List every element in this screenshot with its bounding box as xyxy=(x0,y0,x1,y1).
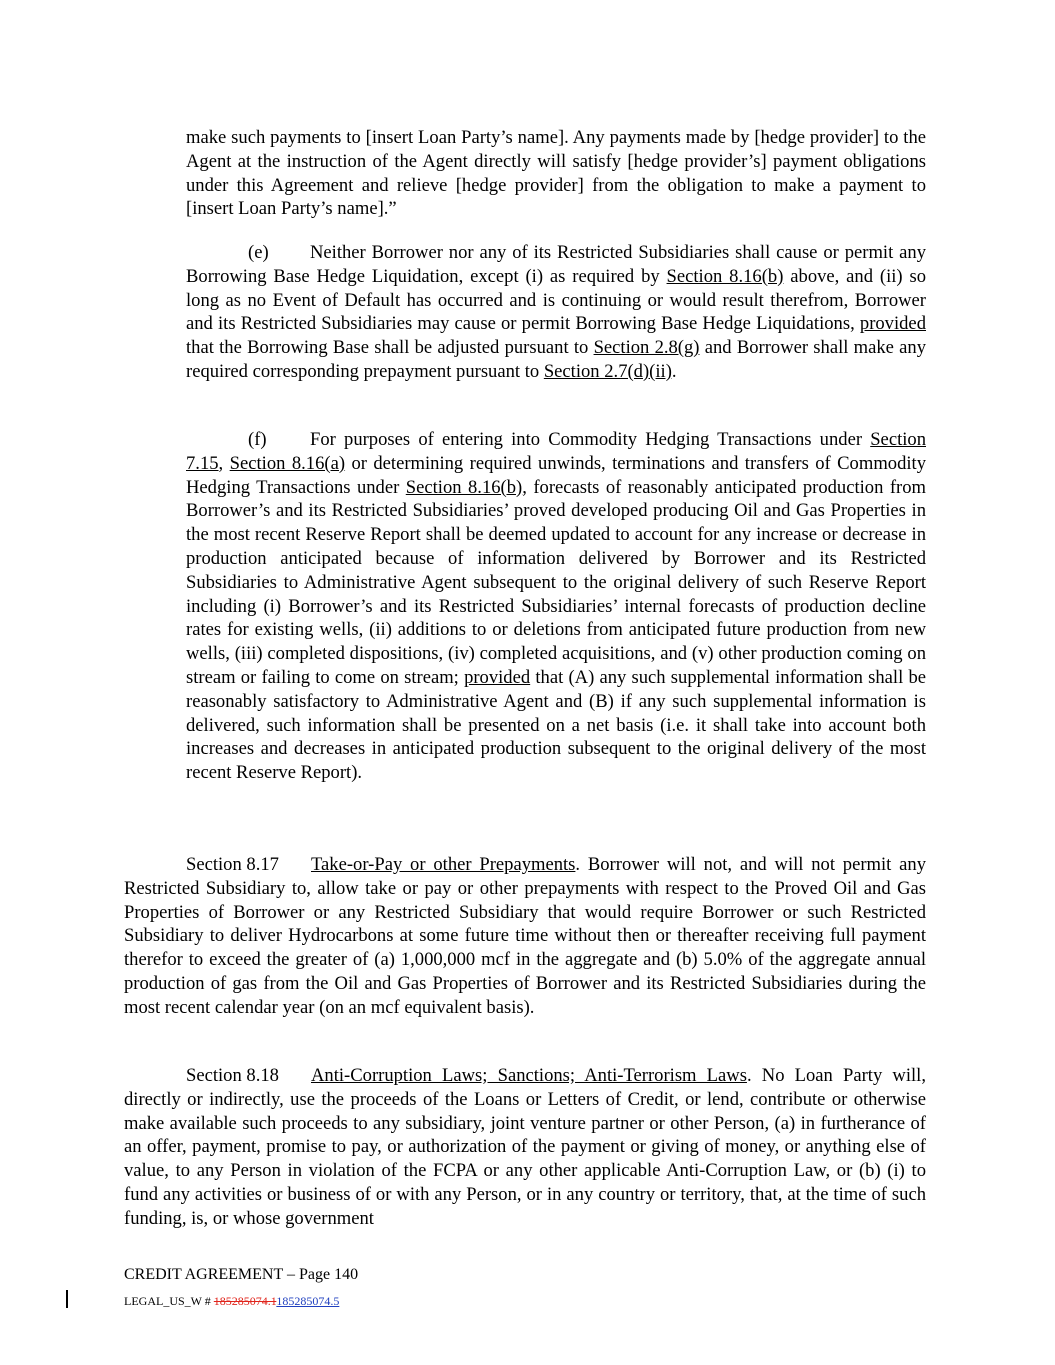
paragraph-label: (f) xyxy=(248,429,267,450)
paragraph-f: (f) For purposes of entering into Commodity Hedging Transactions under Section 7.15, Section 8.16(a) or determining required unwinds, terminations and transfers of Commodity Hedging Transactions under Section 8.16(b), forecasts of reasonably anticipated production from Borrower’s and its Restricted Subsidiaries’ proved developed producing Oil and Gas Properties in the most recent Reserve Report shall be deemed updated to account for any increase or decrease in production anticipated because of information delivered by Borrower and its Restricted Subsidiaries to Administrative Agent subsequent to the original delivery of such Reserve Report including (i) Borrower’s and its Restricted Subsidiaries’ internal forecasts of production decline rates for existing wells, (ii) additions to or deletions from anticipated future production from new wells, (iii) completed dispositions, (iv) completed acquisitions, and (v) other production coming on stream or failing to come on stream; provided that (A) any such supplemental information shall be reasonably satisfactory to Administrative Agent and (B) if any such supplemental information is delivered, such information shall be presented on a net basis (i.e. it shall take into account both increases and decreases in anticipated production subsequent to the original delivery of the most recent Reserve Report). xyxy=(186,429,927,784)
section-number: Section 8.18 xyxy=(186,1065,279,1086)
paragraph-e: (e) Neither Borrower nor any of its Restricted Subsidiaries shall cause or permit any Borrowing Base Hedge Liquidation, except (i) as required by Section 8.16(b) above, and (ii) so long as no Event of Default has occurred and is continuing or would result therefrom, Borrower and its Restricted Subsidiaries may cause or permit Borrowing Base Hedge Liquidations, provided that the Borrowing Base shall be adjusted pursuant to Section 2.8(g) and Borrower shall make any required corresponding prepayment pursuant to Section 2.7(d)(ii). xyxy=(186,242,927,382)
section-body: . Borrower will not, and will not permit any Restricted Subsidiary to, allow take or pay or other prepayments with respect to the Proved Oil and Gas Properties of Borrower or any Restricted Subsidiary that would require Borrower or such Restricted Subsidiary to deliver Hydrocarbons at some future time without then or thereafter receiving full payment therefor to exceed the greater of (a) 1,000,000 mcf in the aggregate and (b) 5.0% of the aggregate annual production of gas from the Oil and Gas Properties of Borrower and its Restricted Subsidiaries during the most recent calendar year (on an mcf equivalent basis). xyxy=(124,854,926,1018)
section-reference: Section 8.16(b) xyxy=(405,476,523,498)
section-8-17 xyxy=(124,853,926,1020)
section-reference: Section 7.15 xyxy=(186,429,926,474)
inserted-doc-id: 185285074.5 xyxy=(276,1294,340,1308)
section-title: Anti-Corruption Laws; Sanctions; Anti-Terrorism Laws xyxy=(311,1065,747,1086)
provided-term: provided xyxy=(859,313,926,335)
provided-term: provided xyxy=(464,666,531,688)
section-body: . No Loan Party will, directly or indirectly, use the proceeds of the Loans or Letters of Credit, or lend, contribute or otherwise make available such proceeds to any subsidiary, joint venture partner or other Person, (a) in furtherance of an offer, payment, promise to pay, or authorization of the payment or giving of money, or anything else of value, to any Person in violation of the FCPA or any other applicable Anti-Corruption Law, or (b) (i) to fund any activities or business of or with any Person, or in any country or territory, that, at the time of such funding, is, or whose government xyxy=(124,1065,926,1229)
deleted-doc-id: 185285074.1 xyxy=(213,1294,277,1308)
paragraph-continuation xyxy=(186,126,926,221)
section-reference: Section 2.7(d)(ii) xyxy=(543,360,672,382)
section-reference: Section 2.8(g) xyxy=(593,337,700,359)
section-8-18 xyxy=(124,1064,926,1231)
section-number: Section 8.17 xyxy=(186,854,279,875)
paragraph-text: make such payments to [insert Loan Party’s name]. Any payments made by [hedge provider] to the Agent at the instruction of the Agent directly will satisfy [hedge provider’s] payment obligations under this Agreement and relieve [hedge provider] from the obligation to make a payment to [insert Loan Party’s name].” xyxy=(186,127,926,220)
section-reference: Section 8.16(b) xyxy=(666,265,784,287)
change-bar xyxy=(66,1290,68,1308)
section-reference: Section 8.16(a) xyxy=(229,452,346,474)
footer-doc-id: LEGAL_US_W # 185285074.1185285074.5 xyxy=(124,1294,340,1308)
footer-title: CREDIT AGREEMENT – Page 140 xyxy=(124,1266,359,1283)
paragraph-label: (e) xyxy=(248,242,269,263)
section-title: Take-or-Pay or other Prepayments xyxy=(311,854,576,875)
